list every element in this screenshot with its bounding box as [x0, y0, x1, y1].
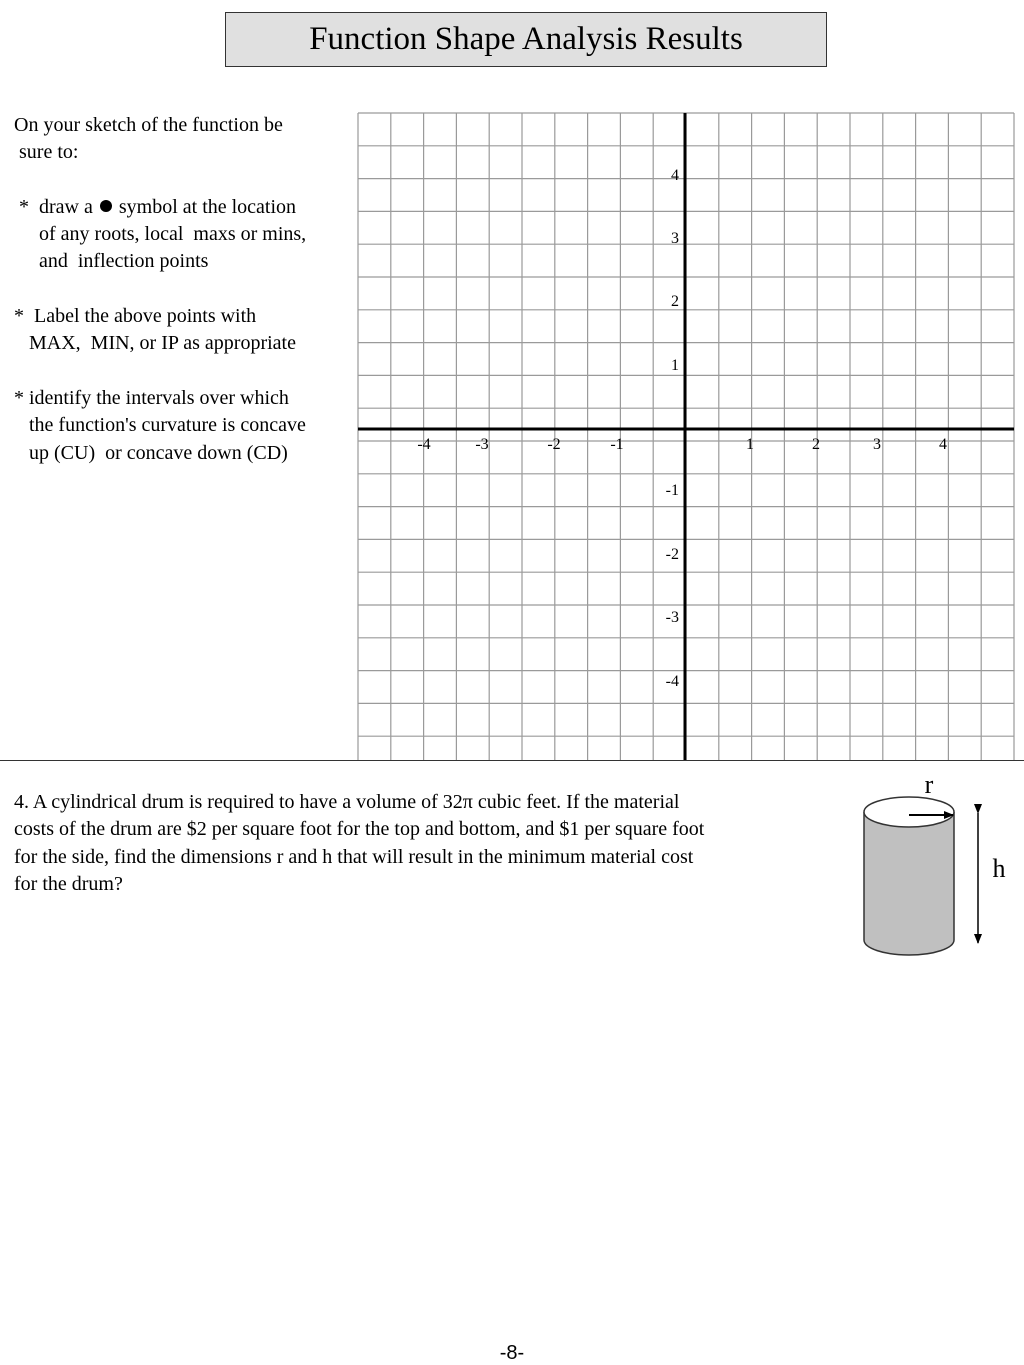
cylinder-drum-diagram [850, 765, 1020, 965]
bullet-1-text-before-dot: * draw a [14, 195, 98, 218]
instruction-bullet-2-line-2: MAX, MIN, or IP as appropriate [14, 332, 296, 355]
x-tick-label: 1 [746, 436, 754, 453]
y-tick-label: -4 [665, 673, 679, 690]
problem-line-1: 4. A cylindrical drum is required to have a volume of 32π cubic feet. If the material [14, 791, 680, 813]
instruction-bullet-1-line-2: of any roots, local maxs or mins, [14, 223, 307, 246]
y-tick-label: 1 [671, 357, 679, 374]
instruction-bullet-3-line-1: * identify the intervals over which [14, 386, 289, 409]
problem-4 [14, 789, 814, 898]
problem-line-3: for the side, find the dimensions r and h that will result in the minimum material cost [14, 845, 694, 868]
problem-line-2: costs of the drum are $2 per square foot for the top and bottom, and $1 per square foot [14, 818, 705, 841]
height-label: h [992, 854, 1006, 883]
y-tick-label: 2 [671, 293, 679, 310]
instruction-bullet-3-line-3: up (CU) or concave down (CD) [14, 441, 288, 464]
y-tick-label: -2 [665, 546, 679, 563]
instruction-intro-line-2: sure to: [14, 141, 79, 164]
instruction-intro-line-1: On your sketch of the function be [14, 114, 283, 136]
cylinder-body [864, 812, 954, 955]
page-number: -8- [499, 1342, 525, 1364]
x-tick-label: -1 [610, 436, 624, 453]
y-tick-label: -1 [665, 482, 679, 499]
y-tick-label: 4 [671, 167, 679, 184]
x-tick-label: -4 [417, 436, 431, 453]
x-tick-label: -3 [475, 436, 489, 453]
x-tick-label: -2 [547, 436, 561, 453]
cylinder-top [864, 797, 954, 827]
instruction-bullet-1-line-3: and inflection points [14, 250, 209, 273]
instruction-bullet-3-line-2: the function's curvature is concave [14, 414, 306, 437]
instruction-bullet-2-line-1: * Label the above points with [14, 305, 257, 328]
y-tick-label: -3 [665, 609, 679, 626]
problem-line-4: for the drum? [14, 872, 123, 895]
section-divider [0, 760, 1024, 761]
x-tick-label: 4 [939, 436, 947, 453]
radius-label: r [924, 770, 934, 799]
x-tick-label: 2 [812, 436, 820, 453]
y-tick-label: 3 [671, 230, 679, 247]
bullet-1-text-after-dot: symbol at the location [113, 195, 297, 218]
page-title: Function Shape Analysis Results [309, 21, 743, 57]
x-tick-label: 3 [873, 436, 881, 453]
